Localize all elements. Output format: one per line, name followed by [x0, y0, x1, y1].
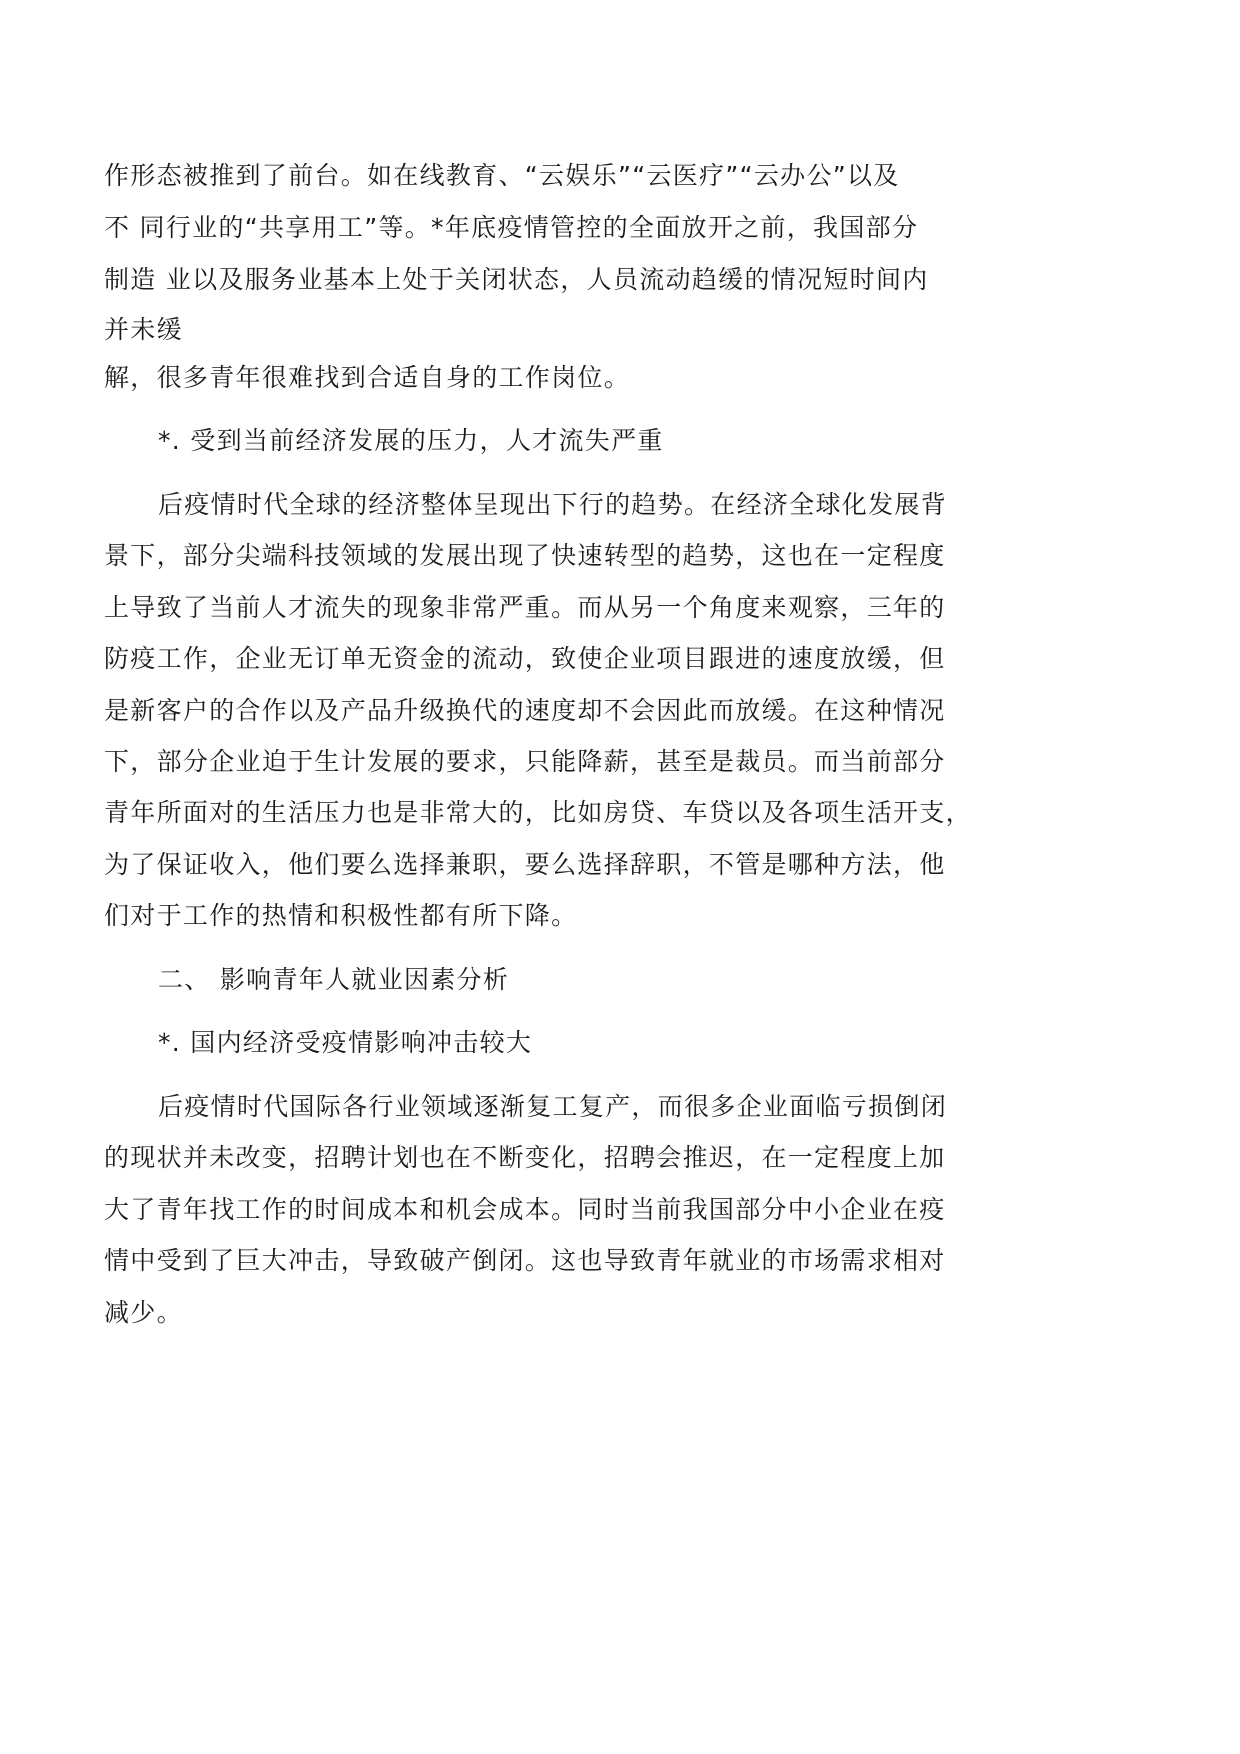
- body-text-line: 制造 业以及服务业基本上处于关闭状态，人员流动趋缓的情况短时间内: [104, 265, 929, 294]
- section-heading: 二、 影响青年人就业因素分析: [158, 965, 510, 994]
- body-text-line: 大了青年找工作的时间成本和机会成本。同时当前我国部分中小企业在疫: [104, 1195, 946, 1224]
- body-text-line: 为了保证收入，他们要么选择兼职，要么选择辞职，不管是哪种方法，他: [104, 850, 946, 879]
- body-text-line: 们对于工作的热情和积极性都有所下降。: [104, 901, 578, 930]
- paragraph-first-line: 后疫情时代全球的经济整体呈现出下行的趋势。在经济全球化发展背: [158, 490, 948, 519]
- body-text-line: 青年所面对的生活压力也是非常大的，比如房贷、车贷以及各项生活开支，: [104, 798, 972, 827]
- body-text-line: 解，很多青年很难找到合适自身的工作岗位。: [104, 363, 631, 392]
- body-text-line: 上导致了当前人才流失的现象非常严重。而从另一个角度来观察，三年的: [104, 593, 946, 622]
- body-text-line: 下，部分企业迫于生计发展的要求，只能降薪，甚至是裁员。而当前部分: [104, 747, 946, 776]
- paragraph-first-line: 后疫情时代国际各行业领域逐渐复工复产，而很多企业面临亏损倒闭: [158, 1092, 948, 1121]
- subheading: *. 国内经济受疫情影响冲击较大: [158, 1028, 533, 1057]
- body-text-line: 是新客户的合作以及产品升级换代的速度却不会因此而放缓。在这种情况: [104, 696, 946, 725]
- body-text-line: 作形态被推到了前台。如在线教育、“云娱乐”“云医疗”“云办公”以及: [104, 161, 900, 190]
- body-text-line: 防疫工作，企业无订单无资金的流动，致使企业项目跟进的速度放缓，但: [104, 644, 946, 673]
- body-text-line: 不 同行业的“共享用工”等。*年底疫情管控的全面放开之前，我国部分: [104, 213, 919, 242]
- body-text-line: 并未缓: [104, 315, 183, 344]
- body-text-line: 的现状并未改变，招聘计划也在不断变化，招聘会推迟，在一定程度上加: [104, 1143, 946, 1172]
- body-text-line: 景下，部分尖端科技领域的发展出现了快速转型的趋势，这也在一定程度: [104, 541, 946, 570]
- body-text-line: 情中受到了巨大冲击，导致破产倒闭。这也导致青年就业的市场需求相对: [104, 1246, 946, 1275]
- subheading: *. 受到当前经济发展的压力，人才流失严重: [158, 426, 664, 455]
- body-text-line: 减少。: [104, 1298, 183, 1327]
